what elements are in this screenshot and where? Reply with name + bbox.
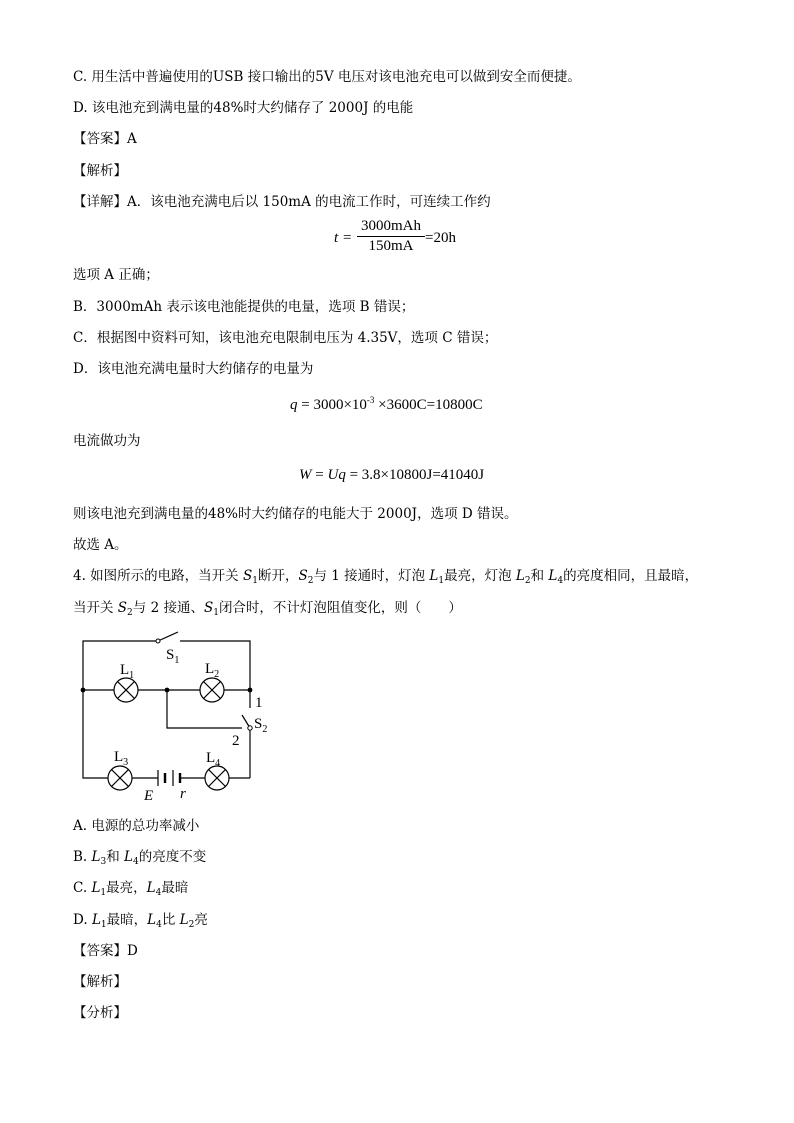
eq3-result: = 3.8×10800J=41040J bbox=[345, 467, 485, 483]
label-pos-1: 1 bbox=[255, 695, 263, 711]
detail-c: C．根据图中资料可知，该电池充电限制电压为 4.35V，选项 C 错误； bbox=[73, 330, 498, 346]
choice-d-pre: D. bbox=[73, 912, 92, 928]
choice-c-l1-sub: 1 bbox=[100, 888, 107, 898]
choice-b-post: 的亮度不变 bbox=[138, 849, 207, 865]
label-s2: S bbox=[254, 716, 263, 732]
choice-d-l4-sub: 4 bbox=[156, 920, 162, 930]
q4-l1: L bbox=[429, 568, 439, 584]
label-pos-2: 2 bbox=[232, 733, 240, 749]
label-r: r bbox=[180, 786, 186, 802]
q4-s2: S bbox=[298, 568, 308, 584]
eq2-exponent: -3 bbox=[366, 395, 375, 405]
q4-l4: L bbox=[548, 568, 558, 584]
label-l2: L bbox=[205, 661, 215, 677]
answer-label-1: 【答案】A bbox=[73, 131, 137, 147]
q4-text-3: 与 1 接通时，灯泡 bbox=[313, 568, 430, 584]
label-e: E bbox=[144, 788, 154, 804]
eq1-equals: = bbox=[343, 230, 352, 246]
q4-l4-sub: 4 bbox=[557, 576, 564, 586]
choice-b bbox=[73, 848, 206, 866]
lamp-l2-icon bbox=[200, 678, 224, 702]
choice-d-mid: 最暗， bbox=[106, 912, 148, 928]
choice-b-pre: B. bbox=[73, 849, 92, 865]
battery-icon bbox=[158, 770, 180, 786]
choice-c-pre: C. bbox=[73, 880, 92, 896]
svg-text:L2 bbox=[205, 661, 219, 680]
detail-a: 【详解】A．该电池充满电后以 150mA 的电流工作时，可连续工作约 bbox=[73, 194, 491, 210]
q4-text-2: 断开， bbox=[257, 568, 299, 584]
choice-b-l3-sub: 3 bbox=[100, 857, 107, 867]
label-l1: L bbox=[120, 662, 130, 678]
svg-text:S1 bbox=[166, 647, 179, 666]
q4-text-4: 最亮，灯泡 bbox=[444, 568, 516, 584]
lamp-l3-icon bbox=[108, 766, 132, 790]
analysis-sub-label: 【分析】 bbox=[73, 1005, 127, 1021]
choice-d-mid2: 比 bbox=[161, 912, 180, 928]
choice-c-l4-sub: 4 bbox=[155, 888, 162, 898]
answer-label-2: 【答案】D bbox=[73, 943, 138, 959]
q4-s1b: S bbox=[203, 600, 214, 616]
label-s2-sub: 2 bbox=[262, 724, 268, 735]
choice-b-l4: L bbox=[124, 849, 133, 865]
q4-s1: S bbox=[242, 568, 253, 584]
q4-text-9: 闭合时，不计灯泡阻值变化，则（ ） bbox=[218, 600, 462, 616]
q4-l2: L bbox=[515, 568, 525, 584]
question-4-line-1 bbox=[73, 567, 698, 585]
analysis-label-1: 【解析】 bbox=[73, 163, 127, 179]
choice-c-mid: 最亮， bbox=[106, 880, 147, 896]
eq1-result: =20h bbox=[425, 230, 456, 246]
choice-c-l1: L bbox=[91, 880, 101, 896]
question-4-line-2 bbox=[73, 599, 462, 617]
equation-charge bbox=[290, 396, 483, 414]
label-l2-sub: 2 bbox=[214, 669, 220, 680]
eq2-body-b: ×3600C=10800C bbox=[374, 397, 483, 413]
eq3-lhs: W bbox=[299, 467, 312, 483]
eq1-numerator: 3000mAh bbox=[357, 218, 425, 237]
switch-s1-blade bbox=[158, 632, 178, 641]
eq1-lhs: t bbox=[334, 230, 339, 246]
choose-a: 故选 A。 bbox=[73, 537, 128, 553]
q4-text-5: 和 bbox=[530, 568, 549, 584]
option-a-correct: 选项 A 正确； bbox=[73, 267, 159, 283]
choice-d-l2: L bbox=[179, 912, 189, 928]
choice-c-l4: L bbox=[146, 880, 156, 896]
equation-work bbox=[299, 466, 484, 484]
label-l3-sub: 3 bbox=[123, 757, 129, 768]
choice-c bbox=[73, 879, 188, 897]
q4-l2-sub: 2 bbox=[524, 576, 531, 586]
choice-b-l3: L bbox=[91, 849, 101, 865]
eq3-q: q bbox=[338, 467, 346, 483]
s2-pivot bbox=[248, 726, 252, 730]
q4-s2b: S bbox=[117, 600, 128, 616]
choice-b-mid: 和 bbox=[106, 849, 125, 865]
eq1-denominator: 150mA bbox=[368, 238, 414, 254]
eq2-lhs: q bbox=[290, 397, 298, 413]
q4-s1-sub: 1 bbox=[252, 576, 258, 586]
label-l1-sub: 1 bbox=[129, 670, 135, 681]
eq1-fraction bbox=[357, 218, 425, 255]
label-l4-sub: 4 bbox=[215, 758, 221, 769]
choice-d-l1: L bbox=[91, 912, 101, 928]
lamp-l1-icon bbox=[114, 678, 138, 702]
choice-d-l2-sub: 2 bbox=[188, 920, 195, 930]
q4-text-7: 当开关 bbox=[73, 600, 118, 616]
choice-b-l4-sub: 4 bbox=[132, 857, 139, 867]
circuit-diagram bbox=[70, 628, 280, 808]
choice-d-l1-sub: 1 bbox=[100, 920, 107, 930]
eq3-mid: = bbox=[311, 467, 328, 483]
choice-c-post: 最暗 bbox=[161, 880, 189, 896]
option-d-previous: D. 该电池充到满电量的48%时大约储存了 2000J 的电能 bbox=[73, 100, 414, 116]
current-work-label: 电流做功为 bbox=[73, 433, 141, 449]
q4-text-8: 与 2 接通、 bbox=[132, 600, 204, 616]
choice-d-l4: L bbox=[147, 912, 157, 928]
analysis-label-2: 【解析】 bbox=[73, 974, 127, 990]
q4-s2-sub: 2 bbox=[307, 576, 314, 586]
eq2-body-a: = 3000×10 bbox=[297, 397, 367, 413]
choice-d bbox=[73, 911, 208, 929]
label-l3: L bbox=[114, 749, 124, 765]
label-s1-sub: 1 bbox=[174, 655, 180, 666]
eq3-u: U bbox=[327, 467, 339, 483]
detail-d: D．该电池充满电量时大约储存的电量为 bbox=[73, 361, 314, 377]
q4-l1-sub: 1 bbox=[438, 576, 445, 586]
conclusion: 则该电池充到满电量的48%时大约储存的电能大于 2000J，选项 D 错误。 bbox=[73, 506, 518, 522]
q4-text-1: 4. 如图所示的电路，当开关 bbox=[73, 568, 243, 584]
choice-d-post: 亮 bbox=[194, 912, 208, 928]
svg-text:S2 bbox=[254, 716, 267, 735]
label-s1: S bbox=[166, 647, 175, 663]
label-l4: L bbox=[206, 750, 216, 766]
choice-a: A. 电源的总功率减小 bbox=[73, 818, 200, 834]
option-c-previous: C. 用生活中普遍使用的USB 接口输出的5V 电压对该电池充电可以做到安全而便捷。 bbox=[73, 69, 581, 85]
q4-s2b-sub: 2 bbox=[127, 608, 133, 618]
q4-text-6: 的亮度相同，且最暗， bbox=[563, 568, 699, 584]
detail-b: B．3000mAh 表示该电池能提供的电量，选项 B 错误； bbox=[73, 299, 415, 315]
lamp-l4-icon bbox=[205, 766, 229, 790]
svg-text:L3 bbox=[114, 749, 128, 768]
q4-s1b-sub: 1 bbox=[213, 608, 219, 618]
